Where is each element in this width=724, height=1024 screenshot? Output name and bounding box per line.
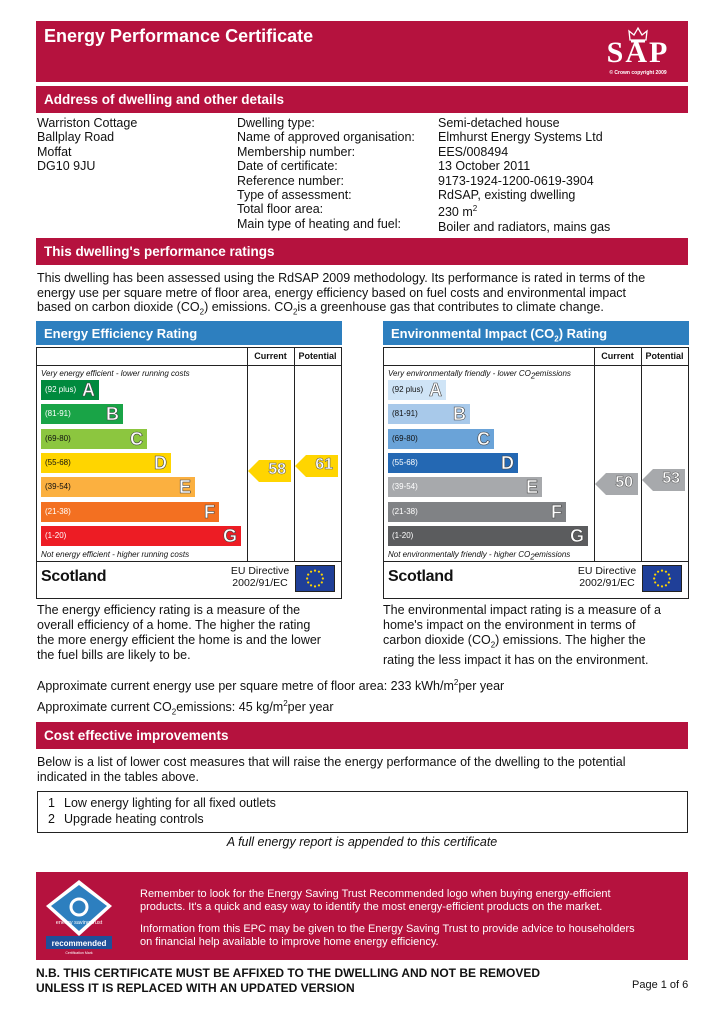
energy-rating-table [36, 347, 342, 599]
logo-text: Certification Mark [65, 951, 93, 955]
band-range: (39-54) [45, 482, 71, 492]
band-range: (21-38) [45, 506, 71, 516]
detail-label: Type of assessment: [237, 188, 352, 203]
band-letter: G [569, 525, 584, 546]
detail-label: Date of certificate: [237, 159, 338, 174]
env-rating-table [383, 347, 689, 599]
top-note: Very environmentally friendly - lower $CO_2emissions$ [388, 369, 571, 381]
band-letter: A [82, 380, 95, 400]
energy-saving-trust-logo [44, 878, 114, 956]
region-label: Scotland [388, 568, 454, 585]
detail-value: Elmhurst Energy Systems Ltd [438, 130, 603, 145]
full-report-note: A full energy report is appended to this certificate [226, 835, 498, 849]
logo-text: recommended [51, 939, 107, 948]
band-range: (55-68) [392, 457, 418, 467]
rating-band-a [41, 380, 99, 400]
performance-intro: This dwelling has been assessed using the RdSAP 2009 methodology. Its performance is rated in terms of the energy use per square metre of floor area, energy efficiency based on fuel costs and environmental impact based on carbon dioxide $(CO_2)$ emissions. $CO_2is$ a greenhouse gas that contributes to climate change. [37, 271, 646, 317]
approximate-usage [37, 674, 689, 721]
energy-rating-description: The energy efficiency rating is a measure of the overall efficiency of a home. The higher the rating the more energy efficient the home is and the lower the fuel bills are likely to be. [37, 603, 321, 662]
address-line: DG10 9JU [37, 159, 96, 174]
address-line: Moffat [37, 144, 72, 159]
rating-band-b [41, 404, 123, 424]
bottom-note: Not environmentally friendly - higher $CO_2emissions$ [388, 550, 571, 562]
improvements-list [37, 791, 688, 833]
potential-rating-arrow [653, 469, 685, 491]
potential-column-header: Potential [645, 351, 684, 361]
rating-band-c [41, 429, 147, 449]
eu-directive: EU Directive 2002/91/EC [577, 565, 637, 589]
environmental-impact-panel [383, 321, 689, 599]
page-title: Energy Performance Certificate [44, 26, 314, 46]
band-range: (69-80) [45, 433, 71, 443]
performance-section-header: This dwelling's performance ratings [36, 238, 688, 265]
detail-value: EES/008494 [438, 144, 509, 159]
logo-text: energy saving trust [55, 920, 103, 926]
detail-value: Semi-detached house [438, 116, 560, 130]
cost-intro: Below is a list of lower cost measures that will raise the energy performance of the dwelling to the potential indicated in the tables above. [37, 755, 626, 784]
rating-band-a [388, 380, 446, 400]
potential-column-header: Potential [298, 351, 337, 361]
address-line: Ballplay Road [37, 130, 115, 145]
detail-value: 230 $m^2$ [438, 204, 478, 220]
rating-band-c [388, 429, 494, 449]
env-rating-description: The environmental impact rating is a measure of a home's impact on the environment in terms of carbon dioxide $(CO_2)$ emissions. The higher the rating the less impact it has on the environment. [383, 603, 661, 667]
detail-label: Reference number: [237, 173, 345, 188]
detail-label: Total floor area: [237, 202, 324, 217]
nb-notice: N.B. THIS CERTIFICATE MUST BE AFFIXED TO THE DWELLING AND NOT BE REMOVED UNLESS IT IS REPLACED WITH AN UPDATED VERSION [36, 966, 540, 995]
potential-rating-arrow [306, 455, 338, 477]
bottom-note: Not energy efficient - higher running costs [41, 550, 190, 559]
detail-values [438, 116, 610, 234]
band-range: (81-91) [45, 409, 71, 419]
band-letter: C [477, 428, 490, 449]
detail-value: 13 October 2011 [438, 159, 531, 174]
band-letter: C [130, 428, 143, 449]
cost-section-header: Cost effective improvements [36, 722, 688, 749]
sap-logo [598, 26, 678, 78]
rating-band-b [388, 404, 470, 424]
energy-panel-title: Energy Efficiency Rating [36, 321, 342, 345]
rating-band-f [41, 502, 219, 522]
address-block [37, 116, 137, 174]
detail-label: Dwelling type: [237, 116, 315, 130]
band-letter: B [453, 404, 466, 425]
approx-energy-use: Approximate current energy use per square metre of floor area: 233 kWh/$m^2per$ year [37, 678, 505, 694]
band-range: (81-91) [392, 409, 418, 419]
detail-value: RdSAP, existing dwelling [438, 188, 576, 203]
footer-text-2: Information from this EPC may be given to the Energy Saving Trust to provide advice to householders on financial help available to improve home energy efficiency. [140, 923, 635, 948]
band-range: (1-20) [392, 530, 414, 540]
current-rating-arrow [259, 460, 291, 482]
band-range: (21-38) [392, 506, 418, 516]
eu-flag-icon [642, 565, 682, 592]
band-range: (92 plus) [45, 385, 77, 394]
detail-label: Name of approved organisation: [237, 130, 415, 145]
band-letter: E [525, 477, 538, 498]
rating-band-d [41, 453, 171, 473]
rating-band-g [388, 526, 588, 546]
band-range: (69-80) [392, 433, 418, 443]
potential-rating-value: 61 [315, 456, 333, 474]
band-range: (55-68) [45, 457, 71, 467]
band-letter: E [178, 477, 191, 498]
band-letter: A [429, 380, 442, 400]
current-column-header: Current [254, 351, 287, 361]
detail-label: Membership number: [237, 144, 356, 159]
footer-panel [36, 872, 688, 960]
env-panel-title: Environmental Impact $(CO_2)$ Rating [383, 321, 689, 345]
band-letter: D [154, 452, 167, 473]
eu-directive: EU Directive 2002/91/EC [230, 565, 290, 589]
address-line: Warriston Cottage [37, 116, 138, 130]
sap-letters: SAP [606, 36, 670, 69]
potential-rating-value: 53 [662, 469, 680, 487]
band-range: (1-20) [45, 530, 67, 540]
band-letter: B [106, 404, 119, 425]
rating-band-d [388, 453, 518, 473]
detail-value: Boiler and radiators, mains gas [438, 220, 611, 234]
approx-co2: Approximate current $CO_2emissions$: 45 $kg/m^2per$ year [37, 699, 334, 717]
detail-value: 9173-1924-1200-0619-3904 [438, 173, 594, 188]
page-number: Page 1 of 6 [632, 979, 689, 991]
current-rating-arrow [606, 473, 638, 495]
band-range: (39-54) [392, 482, 418, 492]
band-letter: F [551, 501, 562, 522]
address-section-header: Address of dwelling and other details [36, 86, 688, 113]
eu-flag-icon [295, 565, 335, 592]
rating-band-g [41, 526, 241, 546]
current-rating-value: 58 [268, 461, 286, 479]
sap-copyright: © Crown copyright 2009 [609, 70, 667, 76]
band-letter: F [204, 501, 215, 522]
rating-band-f [388, 502, 566, 522]
current-rating-value: 50 [615, 474, 633, 492]
energy-efficiency-panel [36, 321, 342, 599]
band-letter: G [222, 525, 237, 546]
rating-band-e [388, 477, 542, 497]
detail-labels [237, 116, 415, 231]
top-note: Very energy efficient - lower running costs [41, 369, 190, 378]
rating-band-e [41, 477, 195, 497]
band-letter: D [501, 452, 514, 473]
title-bar [36, 21, 688, 82]
band-range: (92 plus) [392, 385, 424, 394]
detail-label: Main type of heating and fuel: [237, 216, 402, 231]
list-item: 2 Upgrade heating controls [48, 812, 204, 826]
list-item: 1 Low energy lighting for all fixed outlets [48, 796, 276, 810]
current-column-header: Current [601, 351, 634, 361]
footer-text-1: Remember to look for the Energy Saving Trust Recommended logo when buying energy-efficient products. It's a quick and easy way to identify the most energy-efficient products on the market. [140, 888, 611, 913]
region-label: Scotland [41, 568, 107, 585]
